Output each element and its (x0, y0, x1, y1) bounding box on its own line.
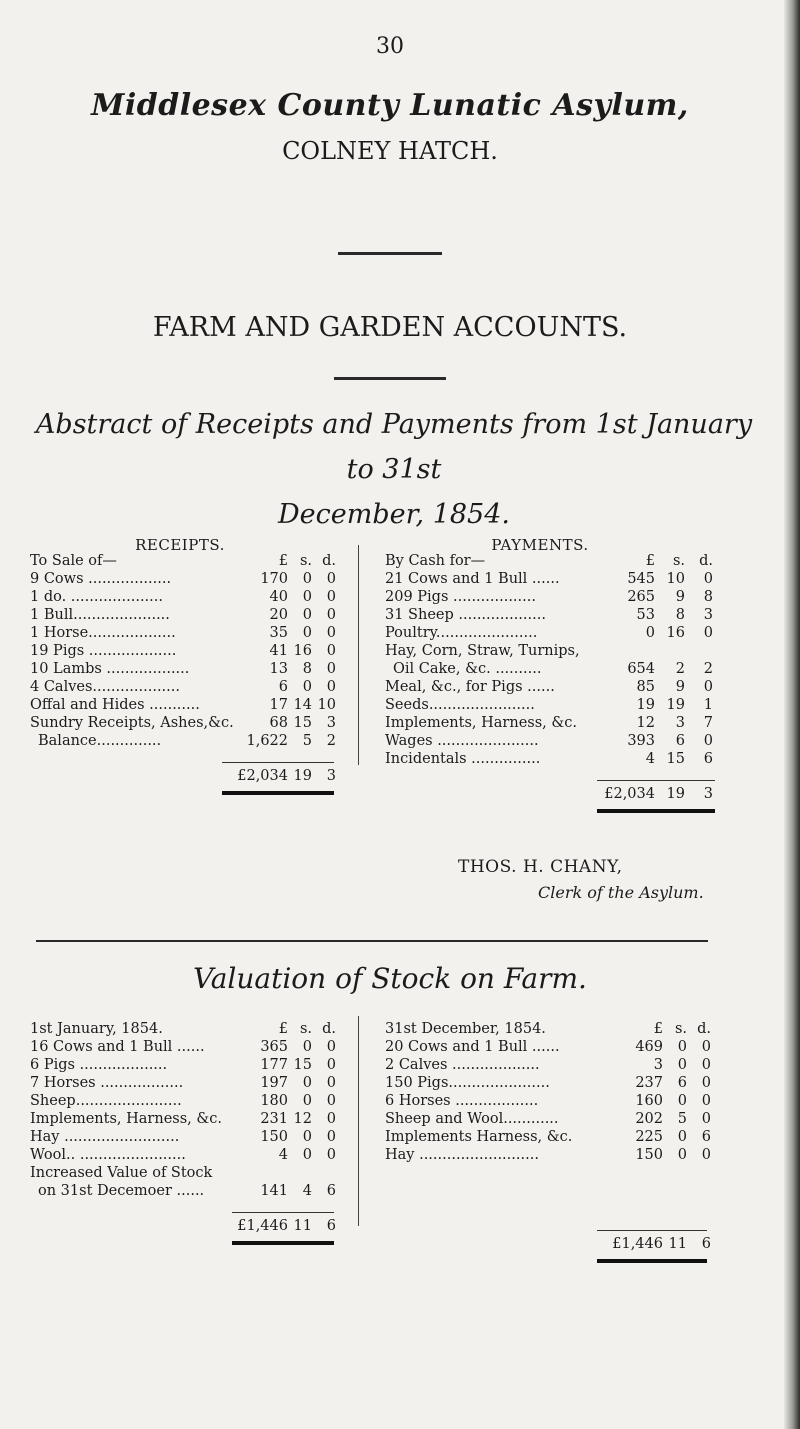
column-header-row (385, 552, 715, 570)
table-row (385, 570, 715, 588)
pence-value: d. (322, 553, 336, 569)
shillings-value: 0 (677, 1057, 687, 1073)
shillings-value: 4 (302, 1183, 312, 1199)
row-label: Sundry Receipts, Ashes,&c. (30, 715, 234, 731)
total-row (30, 1217, 340, 1235)
pence-value: 6 (701, 1129, 711, 1145)
shillings-value: 11 (668, 1236, 687, 1252)
row-label: Incidentals ............... (385, 751, 541, 767)
pence-value: 8 (703, 589, 713, 605)
column-header-row (30, 552, 340, 570)
shillings-value: 5 (302, 733, 312, 749)
row-label: Implements, Harness, &c. (30, 1111, 223, 1127)
pounds-value: 20 (269, 607, 288, 623)
column-divider (358, 545, 359, 765)
pence-value: 0 (326, 661, 336, 677)
pounds-value: 393 (627, 733, 655, 749)
shillings-value: 9 (675, 589, 685, 605)
total-rule (232, 1212, 334, 1213)
shillings-value: 0 (302, 1129, 312, 1145)
table-row (385, 1092, 715, 1110)
payments-title: PAYMENTS. (491, 536, 589, 554)
pounds-value: 170 (260, 571, 288, 587)
shillings-value: 8 (675, 607, 685, 623)
shillings-value: 0 (302, 1075, 312, 1091)
table-row (385, 1146, 715, 1164)
row-label: 31 Sheep ................... (385, 607, 546, 623)
shillings-value: 0 (302, 625, 312, 641)
table-row (385, 732, 715, 750)
table-row (385, 1128, 715, 1146)
row-label: 9 Cows .................. (30, 571, 172, 587)
pounds-value: 68 (269, 715, 288, 731)
table-row (30, 1092, 340, 1110)
shillings-value: 0 (302, 1147, 312, 1163)
valuation-december-table (385, 1020, 715, 1263)
pounds-value: 13 (269, 661, 288, 677)
spacer (30, 1200, 340, 1212)
shillings-value: 15 (293, 1057, 312, 1073)
pounds-value: 0 (645, 625, 655, 641)
total-double-rule (222, 791, 334, 795)
payments-table (385, 552, 715, 813)
valuation-title: Valuation of Stock on Farm. (193, 962, 587, 995)
pence-value: 6 (326, 1183, 336, 1199)
total-row (385, 785, 715, 803)
pence-value: 6 (701, 1236, 711, 1252)
table-row (30, 1056, 340, 1074)
shillings-value: 0 (677, 1093, 687, 1109)
shillings-value: 19 (293, 768, 312, 784)
pence-value: 0 (701, 1093, 711, 1109)
pence-value: 0 (703, 571, 713, 587)
abstract-line-2: December, 1854. (278, 499, 510, 530)
row-label: 209 Pigs .................. (385, 589, 536, 605)
subheader-label: To Sale of— (30, 553, 117, 569)
table-row (30, 678, 340, 696)
shillings-value: 0 (677, 1129, 687, 1145)
row-label: 1 Horse................... (30, 625, 176, 641)
row-label: 1 do. .................... (30, 589, 163, 605)
pounds-value: 469 (635, 1039, 663, 1055)
abstract-heading (34, 402, 754, 537)
row-label: Balance.............. (38, 733, 162, 749)
table-row (385, 588, 715, 606)
pounds-value: 53 (636, 607, 655, 623)
pounds-value: 197 (260, 1075, 288, 1091)
shillings-value: 0 (302, 607, 312, 623)
pounds-value: 85 (636, 679, 655, 695)
table-row (30, 714, 340, 732)
shillings-value: 0 (302, 1093, 312, 1109)
row-label: Seeds....................... (385, 697, 535, 713)
pence-value: 3 (326, 715, 336, 731)
shillings-value: 0 (302, 589, 312, 605)
pence-value: 7 (703, 715, 713, 731)
pounds-value: £1,446 (237, 1218, 288, 1234)
pence-value: 0 (701, 1111, 711, 1127)
pence-value: d. (697, 1021, 711, 1037)
shillings-value: 0 (302, 571, 312, 587)
pence-value: 10 (317, 697, 336, 713)
shillings-value: 15 (666, 751, 685, 767)
table-row (30, 570, 340, 588)
pence-value: 0 (326, 1075, 336, 1091)
row-label: Meal, &c., for Pigs ...... (385, 679, 555, 695)
receipts-table (30, 552, 340, 795)
spacer (385, 768, 715, 780)
pounds-value: 225 (635, 1129, 663, 1145)
row-label: 19 Pigs ................... (30, 643, 177, 659)
subheader-label: By Cash for— (385, 553, 486, 569)
table-row (30, 588, 340, 606)
row-label: 20 Cows and 1 Bull ...... (385, 1039, 560, 1055)
row-label: 1 Bull..................... (30, 607, 170, 623)
row-label: 6 Horses .................. (385, 1093, 539, 1109)
pounds-value: 365 (260, 1039, 288, 1055)
row-label: Sheep and Wool............ (385, 1111, 559, 1127)
pounds-value: 1,622 (246, 733, 288, 749)
pence-value: d. (699, 553, 713, 569)
pounds-value: 40 (269, 589, 288, 605)
shillings-value: s. (299, 553, 312, 569)
pence-value: 0 (703, 679, 713, 695)
pence-value: 0 (326, 1093, 336, 1109)
shillings-value: 0 (677, 1147, 687, 1163)
table-row (385, 642, 715, 660)
table-row (385, 624, 715, 642)
table-row (385, 678, 715, 696)
pence-value: 2 (326, 733, 336, 749)
total-double-rule (232, 1241, 334, 1245)
pounds-value: £2,034 (237, 768, 288, 784)
column-header-row (385, 1020, 715, 1038)
pounds-value: 19 (636, 697, 655, 713)
table-row (385, 1056, 715, 1074)
pence-value: 0 (703, 733, 713, 749)
pounds-value: 180 (260, 1093, 288, 1109)
table-row (30, 1164, 340, 1182)
shillings-value: 19 (666, 697, 685, 713)
total-double-rule (597, 1259, 707, 1263)
receipts-title: RECEIPTS. (135, 536, 225, 554)
pounds-value: 265 (627, 589, 655, 605)
pounds-value: £2,034 (604, 786, 655, 802)
pence-value: 3 (703, 607, 713, 623)
shillings-value: 19 (666, 786, 685, 802)
shillings-value: 16 (666, 625, 685, 641)
clerk-name: THOS. H. CHANY, (458, 857, 623, 877)
clerk-role: Clerk of the Asylum. (538, 883, 704, 902)
pence-value: d. (322, 1021, 336, 1037)
row-label: 10 Lambs .................. (30, 661, 190, 677)
pounds-value: 150 (260, 1129, 288, 1145)
table-row (385, 606, 715, 624)
pounds-value: £ (278, 1021, 288, 1037)
pence-value: 0 (701, 1039, 711, 1055)
pence-value: 0 (326, 589, 336, 605)
shillings-value: 6 (677, 1075, 687, 1091)
table-row (385, 750, 715, 768)
table-row (385, 1110, 715, 1128)
total-rule (597, 1230, 707, 1231)
pounds-value: £ (653, 1021, 663, 1037)
shillings-value: 3 (675, 715, 685, 731)
section-title: FARM AND GARDEN ACCOUNTS. (152, 312, 628, 343)
pounds-value: 3 (653, 1057, 663, 1073)
pence-value: 3 (703, 786, 713, 802)
shillings-value: 14 (293, 697, 312, 713)
total-rule (597, 780, 715, 781)
row-label: 6 Pigs ................... (30, 1057, 168, 1073)
pounds-value: 160 (635, 1093, 663, 1109)
table-row (30, 1128, 340, 1146)
pounds-value: 4 (645, 751, 655, 767)
row-label: Hay ......................... (30, 1129, 180, 1145)
pence-value: 0 (326, 643, 336, 659)
total-rule (222, 762, 334, 763)
table-row (30, 642, 340, 660)
pence-value: 0 (326, 1039, 336, 1055)
divider-rule (36, 940, 708, 942)
column-header-row (30, 1020, 340, 1038)
table-row (30, 1110, 340, 1128)
row-label: on 31st Decemoer ...... (38, 1183, 205, 1199)
pounds-value: 545 (627, 571, 655, 587)
pounds-value: 237 (635, 1075, 663, 1091)
shillings-value: 8 (302, 661, 312, 677)
shillings-value: 2 (675, 661, 685, 677)
row-label: Implements, Harness, &c. (385, 715, 578, 731)
table-row (385, 660, 715, 678)
pence-value: 0 (326, 679, 336, 695)
shillings-value: 12 (293, 1111, 312, 1127)
pence-value: 0 (326, 571, 336, 587)
row-label: Wages ...................... (385, 733, 539, 749)
shillings-value: 9 (675, 679, 685, 695)
divider-rule (338, 252, 442, 255)
table-row (385, 1038, 715, 1056)
pence-value: 0 (701, 1057, 711, 1073)
pounds-value: 654 (627, 661, 655, 677)
table-row (30, 696, 340, 714)
shillings-value: 6 (675, 733, 685, 749)
row-label: Hay .......................... (385, 1147, 539, 1163)
table-row (385, 1074, 715, 1092)
subheader-label: 1st January, 1854. (30, 1021, 163, 1037)
shillings-value: s. (674, 1021, 687, 1037)
table-row (30, 1146, 340, 1164)
table-row (30, 732, 340, 750)
pence-value: 1 (703, 697, 713, 713)
row-label: 7 Horses .................. (30, 1075, 184, 1091)
pence-value: 0 (326, 1147, 336, 1163)
table-row (30, 660, 340, 678)
pounds-value: 202 (635, 1111, 663, 1127)
pounds-value: 12 (636, 715, 655, 731)
table-row (30, 624, 340, 642)
shillings-value: 16 (293, 643, 312, 659)
shillings-value: 5 (677, 1111, 687, 1127)
page-number: 30 (376, 34, 404, 59)
table-row (30, 1038, 340, 1056)
shillings-value: 0 (302, 1039, 312, 1055)
pounds-value: 150 (635, 1147, 663, 1163)
institution-title: Middlesex County Lunatic Asylum, (91, 88, 689, 123)
spacer (385, 1164, 715, 1230)
pence-value: 0 (326, 625, 336, 641)
shillings-value: s. (299, 1021, 312, 1037)
row-label: Poultry...................... (385, 625, 538, 641)
pounds-value: 41 (269, 643, 288, 659)
row-label: 150 Pigs...................... (385, 1075, 550, 1091)
pence-value: 0 (703, 625, 713, 641)
column-divider (358, 1016, 359, 1226)
row-label: Oil Cake, &c. .......... (393, 661, 542, 677)
shillings-value: 0 (677, 1039, 687, 1055)
pounds-value: 231 (260, 1111, 288, 1127)
pounds-value: 141 (260, 1183, 288, 1199)
pounds-value: £ (645, 553, 655, 569)
valuation-january-table (30, 1020, 340, 1245)
pounds-value: £1,446 (612, 1236, 663, 1252)
row-label: 4 Calves................... (30, 679, 180, 695)
page-edge-shadow (784, 0, 800, 1429)
row-label: 2 Calves ................... (385, 1057, 540, 1073)
abstract-line-1: Abstract of Receipts and Payments from 1st January to 31st (35, 409, 753, 485)
table-row (30, 1074, 340, 1092)
total-row (385, 1235, 715, 1253)
location-title: COLNEY HATCH. (282, 137, 498, 165)
shillings-value: s. (672, 553, 685, 569)
divider-rule (334, 377, 446, 380)
total-double-rule (597, 809, 715, 813)
total-row (30, 767, 340, 785)
row-label: Sheep....................... (30, 1093, 182, 1109)
pence-value: 0 (326, 1057, 336, 1073)
spacer (30, 750, 340, 762)
row-label: Increased Value of Stock (30, 1165, 213, 1181)
shillings-value: 11 (293, 1218, 312, 1234)
pence-value: 0 (326, 607, 336, 623)
table-row (30, 1182, 340, 1200)
shillings-value: 10 (666, 571, 685, 587)
pence-value: 0 (326, 1129, 336, 1145)
pence-value: 2 (703, 661, 713, 677)
table-row (30, 606, 340, 624)
table-row (385, 696, 715, 714)
row-label: 16 Cows and 1 Bull ...... (30, 1039, 205, 1055)
shillings-value: 15 (293, 715, 312, 731)
row-label: Hay, Corn, Straw, Turnips, (385, 643, 580, 659)
subheader-label: 31st December, 1854. (385, 1021, 546, 1037)
pounds-value: £ (278, 553, 288, 569)
table-row (385, 714, 715, 732)
shillings-value: 0 (302, 679, 312, 695)
pence-value: 6 (326, 1218, 336, 1234)
pence-value: 3 (326, 768, 336, 784)
pence-value: 0 (326, 1111, 336, 1127)
pence-value: 0 (701, 1075, 711, 1091)
row-label: 21 Cows and 1 Bull ...... (385, 571, 560, 587)
pounds-value: 4 (278, 1147, 288, 1163)
pounds-value: 17 (269, 697, 288, 713)
row-label: Implements Harness, &c. (385, 1129, 573, 1145)
pence-value: 6 (703, 751, 713, 767)
row-label: Offal and Hides ........... (30, 697, 200, 713)
pence-value: 0 (701, 1147, 711, 1163)
pounds-value: 35 (269, 625, 288, 641)
row-label: Wool.. ....................... (30, 1147, 186, 1163)
pounds-value: 177 (260, 1057, 288, 1073)
pounds-value: 6 (278, 679, 288, 695)
